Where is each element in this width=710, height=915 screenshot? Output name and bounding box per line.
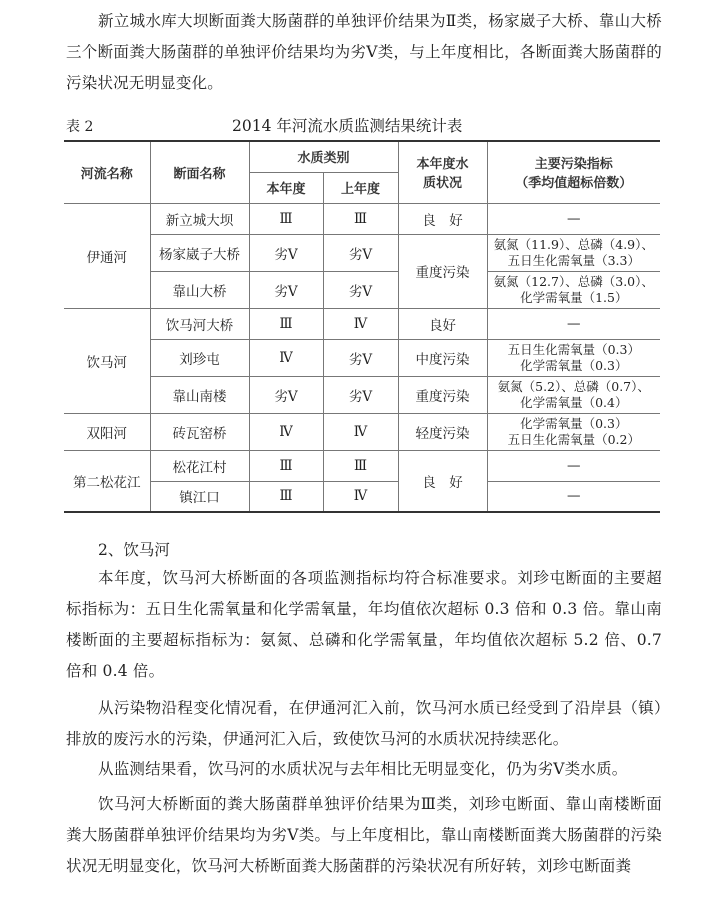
table-row xyxy=(64,203,660,234)
this-year-cell: 劣Ⅴ xyxy=(249,376,323,413)
status-cell: 重度污染 xyxy=(398,234,487,308)
pollutant-line: 化学需氧量（0.4） xyxy=(520,394,628,410)
section-cell: 松花江村 xyxy=(150,450,249,481)
paragraph-fecal-coliform-yitong: 新立城水库大坝断面粪大肠菌群的单独评价结果为Ⅱ类，杨家崴子大桥、靠山大桥三个断面粪大肠菌群的单独评价结果均为劣Ⅴ类，与上年度相比，各断面粪大肠菌群的污染状况无明显变化。 xyxy=(66,12,662,92)
header-status-line1: 本年度水 xyxy=(416,157,469,173)
table-row xyxy=(64,376,660,413)
last-year-cell: 劣Ⅴ xyxy=(323,271,398,308)
this-year-cell: Ⅳ xyxy=(249,339,323,376)
pollutants-cell: — xyxy=(487,450,660,481)
table-row xyxy=(64,450,660,481)
pollutant-line: 氨氮（5.2）、总磷（0.7）、 xyxy=(497,378,650,394)
table-row xyxy=(64,339,660,376)
pollutant-line: 化学需氧量（0.3） xyxy=(520,357,628,373)
river-cell: 饮马河 xyxy=(64,308,150,413)
pollutants-cell xyxy=(487,234,660,271)
section-cell: 新立城大坝 xyxy=(150,203,249,234)
pollutant-line: 化学需氧量（1.5） xyxy=(520,289,628,305)
header-status xyxy=(398,141,487,203)
paragraph-yinma-exceedance: 本年度，饮马河大桥断面的各项监测指标均符合标准要求。刘珍屯断面的主要超标指标为：五日生化需氧量和化学需氧量，年均值依次超标 0.3 倍和 0.3 倍。靠山南楼断面的主要超标指标为：氨氮、总磷和化学需氧量，年均值依次超标 5.2 倍、0.7 倍和 0.4 倍。 xyxy=(66,569,662,680)
pollutant-line: 五日生化需氧量（0.3） xyxy=(507,341,640,357)
river-cell: 伊通河 xyxy=(64,203,150,308)
header-this-year: 本年度 xyxy=(249,172,323,203)
section-cell: 靠山大桥 xyxy=(150,271,249,308)
table-header-row xyxy=(64,141,660,172)
header-river: 河流名称 xyxy=(64,141,150,203)
paragraph-fecal-coliform-yinma: 饮马河大桥断面的粪大肠菌群单独评价结果为Ⅲ类，刘珍屯断面、靠山南楼断面粪大肠菌群单独评价结果均为劣Ⅴ类。与上年度相比，靠山南楼断面粪大肠菌群的污染状况无明显变化，饮马河大桥断面粪大肠菌群的污染状况有所好转，刘珍屯断面粪 xyxy=(66,795,662,875)
status-cell: 重度污染 xyxy=(398,376,487,413)
this-year-cell: Ⅲ xyxy=(249,308,323,339)
river-cell: 第二松花江 xyxy=(64,450,150,512)
section-cell: 靠山南楼 xyxy=(150,376,249,413)
section-cell: 刘珍屯 xyxy=(150,339,249,376)
header-pollutants xyxy=(487,141,660,203)
table-row xyxy=(64,234,660,271)
pollutants-cell: — xyxy=(487,308,660,339)
last-year-cell: Ⅳ xyxy=(323,308,398,339)
last-year-cell: Ⅳ xyxy=(323,481,398,512)
this-year-cell: 劣Ⅴ xyxy=(249,271,323,308)
pollutant-line: 五日生化需氧量（3.3） xyxy=(507,252,640,268)
this-year-cell: 劣Ⅴ xyxy=(249,234,323,271)
table-row xyxy=(64,308,660,339)
last-year-cell: Ⅳ xyxy=(323,413,398,450)
last-year-cell: 劣Ⅴ xyxy=(323,376,398,413)
header-section: 断面名称 xyxy=(150,141,249,203)
this-year-cell: Ⅲ xyxy=(249,481,323,512)
header-pollutants-line2: （季均值超标倍数） xyxy=(515,176,633,192)
this-year-cell: Ⅳ xyxy=(249,413,323,450)
river-cell: 双阳河 xyxy=(64,413,150,450)
section-heading-yinma-river: 2、饮马河 xyxy=(98,541,170,559)
status-cell: 轻度污染 xyxy=(398,413,487,450)
table-title: 2014 年河流水质监测结果统计表 xyxy=(232,117,463,135)
pollutants-cell xyxy=(487,271,660,308)
status-cell: 良 好 xyxy=(398,450,487,512)
pollutants-cell xyxy=(487,413,660,450)
last-year-cell: 劣Ⅴ xyxy=(323,339,398,376)
table-row xyxy=(64,481,660,512)
table-row xyxy=(64,413,660,450)
section-cell: 杨家崴子大桥 xyxy=(150,234,249,271)
pollutants-cell xyxy=(487,339,660,376)
status-cell: 良好 xyxy=(398,308,487,339)
paragraph-monitoring-result: 从监测结果看，饮马河的水质状况与去年相比无明显变化，仍为劣Ⅴ类水质。 xyxy=(98,760,628,778)
pollutant-line: 五日生化需氧量（0.2） xyxy=(507,431,640,447)
table-label: 表 2 xyxy=(66,119,94,135)
pollutants-cell xyxy=(487,376,660,413)
section-cell: 饮马河大桥 xyxy=(150,308,249,339)
status-cell: 中度污染 xyxy=(398,339,487,376)
pollutant-line: 氨氮（11.9）、总磷（4.9）、 xyxy=(493,236,654,252)
table-row xyxy=(64,271,660,308)
pollutants-cell: — xyxy=(487,203,660,234)
last-year-cell: 劣Ⅴ xyxy=(323,234,398,271)
this-year-cell: Ⅲ xyxy=(249,203,323,234)
water-quality-table xyxy=(64,140,660,513)
pollutant-line: 化学需氧量（0.3） xyxy=(520,415,628,431)
last-year-cell: Ⅲ xyxy=(323,450,398,481)
header-pollutants-line1: 主要污染指标 xyxy=(534,157,613,173)
section-cell: 砖瓦窑桥 xyxy=(150,413,249,450)
header-category: 水质类别 xyxy=(249,141,398,172)
paragraph-pollution-trend: 从污染物沿程变化情况看，在伊通河汇入前，饮马河水质已经受到了沿岸县（镇）排放的废污水的污染，伊通河汇入后，致使饮马河的水质状况持续恶化。 xyxy=(66,699,662,748)
status-cell: 良 好 xyxy=(398,203,487,234)
pollutants-cell: — xyxy=(487,481,660,512)
section-cell: 镇江口 xyxy=(150,481,249,512)
last-year-cell: Ⅲ xyxy=(323,203,398,234)
this-year-cell: Ⅲ xyxy=(249,450,323,481)
pollutant-line: 氨氮（12.7）、总磷（3.0）、 xyxy=(493,273,654,289)
header-status-line2: 质状况 xyxy=(423,176,463,192)
header-last-year: 上年度 xyxy=(323,172,398,203)
